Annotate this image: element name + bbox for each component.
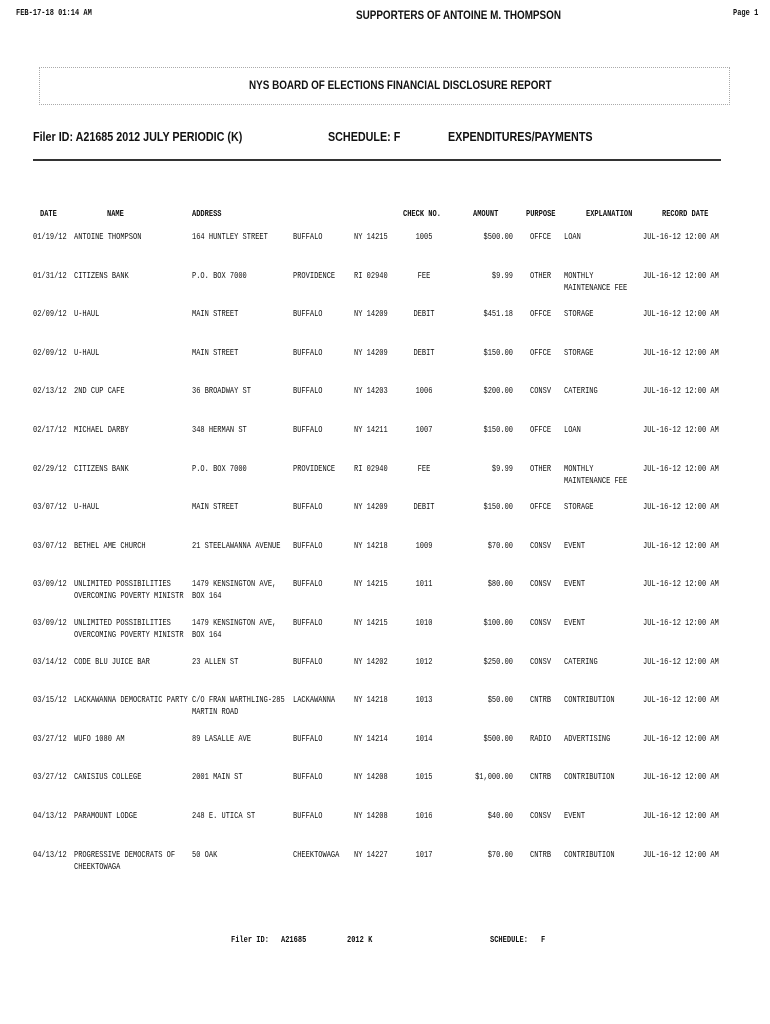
cell-amount: $40.00 [487,811,513,821]
col-header-amount: AMOUNT [473,209,499,219]
cell-purpose: OFFCE [530,425,552,435]
cell-state-zip: NY 14214 [354,734,388,744]
cell-state-zip: NY 14208 [354,811,388,821]
col-header-explanation: EXPLANATION [586,209,633,219]
cell-date: 03/09/12 [33,618,67,628]
cell-check-no: 1009 [415,541,433,551]
cell-city: BUFFALO [293,618,323,628]
cell-explanation: CONTRIBUTION [564,695,615,705]
cell-state-zip: RI 02940 [354,464,388,474]
cell-city: CHEEKTOWAGA [293,850,340,860]
footer-schedule: F [541,935,546,945]
cell-state-zip: NY 14209 [354,348,388,358]
cell-purpose: OFFCE [530,309,552,319]
cell-state-zip: NY 14202 [354,657,388,667]
col-header-address: ADDRESS [192,209,222,219]
cell-check-no: 1015 [415,772,433,782]
cell-address: C/O FRAN WARTHLING-285 MARTIN ROAD [192,695,285,717]
cell-city: LACKAWANNA [293,695,336,705]
cell-city: BUFFALO [293,772,323,782]
cell-state-zip: NY 14211 [354,425,388,435]
cell-purpose: RADIO [530,734,552,744]
cell-purpose: OTHER [530,271,552,281]
cell-purpose: CNTRB [530,850,552,860]
cell-name: UNLIMITED POSSIBILITIES OVERCOMING POVERTY MINISTR [74,618,184,640]
cell-city: BUFFALO [293,309,323,319]
cell-amount: $70.00 [487,850,513,860]
cell-state-zip: NY 14209 [354,309,388,319]
cell-record-date: JUL-16-12 12:00 AM [643,734,719,744]
cell-explanation: STORAGE [564,502,594,512]
cell-check-no: 1010 [415,618,433,628]
cell-date: 03/15/12 [33,695,67,705]
col-header-name: NAME [107,209,124,219]
cell-record-date: JUL-16-12 12:00 AM [643,386,719,396]
cell-city: BUFFALO [293,811,323,821]
cell-check-no: 1007 [415,425,433,435]
cell-record-date: JUL-16-12 12:00 AM [643,618,719,628]
cell-address: MAIN STREET [192,309,239,319]
cell-check-no: DEBIT [413,348,435,358]
cell-explanation: CONTRIBUTION [564,850,615,860]
cell-explanation: LOAN [564,425,581,435]
cell-check-no: DEBIT [413,309,435,319]
cell-name: U-HAUL [74,309,100,319]
cell-amount: $50.00 [487,695,513,705]
cell-purpose: CONSV [530,386,552,396]
header-divider [33,159,721,161]
cell-check-no: 1011 [415,579,433,589]
cell-city: PROVIDENCE [293,271,336,281]
cell-date: 03/07/12 [33,502,67,512]
cell-check-no: FEE [417,464,431,474]
cell-record-date: JUL-16-12 12:00 AM [643,348,719,358]
cell-address: 164 HUNTLEY STREET [192,232,268,242]
cell-amount: $200.00 [483,386,513,396]
cell-address: 21 STEELAWANNA AVENUE [192,541,281,551]
cell-check-no: 1017 [415,850,433,860]
cell-name: LACKAWANNA DEMOCRATIC PARTY [74,695,188,705]
cell-name: BETHEL AME CHURCH [74,541,146,551]
cell-city: BUFFALO [293,386,323,396]
cell-date: 04/13/12 [33,850,67,860]
cell-explanation: LOAN [564,232,581,242]
cell-name: 2ND CUP CAFE [74,386,125,396]
cell-date: 01/19/12 [33,232,67,242]
cell-city: BUFFALO [293,734,323,744]
cell-explanation: CATERING [564,657,598,667]
cell-name: WUFO 1080 AM [74,734,125,744]
footer-period: 2012 K [347,935,373,945]
cell-purpose: OFFCE [530,232,552,242]
cell-explanation: EVENT [564,618,586,628]
cell-check-no: 1012 [415,657,433,667]
cell-amount: $500.00 [483,734,513,744]
cell-purpose: OFFCE [530,502,552,512]
cell-date: 03/07/12 [33,541,67,551]
cell-date: 03/27/12 [33,734,67,744]
cell-explanation: MONTHLY MAINTENANCE FEE [564,464,628,486]
cell-state-zip: NY 14215 [354,579,388,589]
cell-state-zip: NY 14208 [354,772,388,782]
cell-date: 02/29/12 [33,464,67,474]
cell-explanation: CATERING [564,386,598,396]
cell-name: PROGRESSIVE DEMOCRATS OF CHEEKTOWAGA [74,850,176,872]
cell-amount: $9.99 [491,464,513,474]
cell-record-date: JUL-16-12 12:00 AM [643,579,719,589]
cell-address: P.O. BOX 7000 [192,271,247,281]
cell-address: 36 BROADWAY ST [192,386,251,396]
cell-record-date: JUL-16-12 12:00 AM [643,657,719,667]
footer-filer-id: A21685 [281,935,307,945]
cell-state-zip: NY 14215 [354,618,388,628]
cell-record-date: JUL-16-12 12:00 AM [643,464,719,474]
cell-check-no: 1013 [415,695,433,705]
cell-name: MICHAEL DARBY [74,425,129,435]
cell-date: 01/31/12 [33,271,67,281]
cell-record-date: JUL-16-12 12:00 AM [643,232,719,242]
cell-name: U-HAUL [74,348,100,358]
cell-check-no: DEBIT [413,502,435,512]
cell-record-date: JUL-16-12 12:00 AM [643,541,719,551]
cell-purpose: CNTRB [530,695,552,705]
page-number: Page 1 [733,8,759,18]
cell-amount: $500.00 [483,232,513,242]
cell-name: CITIZENS BANK [74,464,129,474]
cell-city: PROVIDENCE [293,464,336,474]
cell-record-date: JUL-16-12 12:00 AM [643,772,719,782]
cell-amount: $9.99 [491,271,513,281]
col-header-check: CHECK NO. [403,209,441,219]
cell-record-date: JUL-16-12 12:00 AM [643,811,719,821]
cell-explanation: MONTHLY MAINTENANCE FEE [564,271,628,293]
cell-record-date: JUL-16-12 12:00 AM [643,850,719,860]
cell-name: PARAMOUNT LODGE [74,811,138,821]
cell-explanation: EVENT [564,579,586,589]
cell-record-date: JUL-16-12 12:00 AM [643,271,719,281]
cell-explanation: EVENT [564,811,586,821]
cell-address: 1479 KENSINGTON AVE, BOX 164 [192,579,277,601]
cell-name: UNLIMITED POSSIBILITIES OVERCOMING POVERTY MINISTR [74,579,184,601]
cell-date: 02/09/12 [33,309,67,319]
cell-record-date: JUL-16-12 12:00 AM [643,425,719,435]
col-header-date: DATE [40,209,57,219]
cell-amount: $150.00 [483,348,513,358]
cell-state-zip: NY 14203 [354,386,388,396]
cell-date: 02/13/12 [33,386,67,396]
cell-explanation: EVENT [564,541,586,551]
cell-purpose: CNTRB [530,772,552,782]
cell-state-zip: NY 14215 [354,232,388,242]
cell-city: BUFFALO [293,657,323,667]
cell-check-no: 1016 [415,811,433,821]
cell-address: MAIN STREET [192,502,239,512]
cell-address: 89 LASALLE AVE [192,734,251,744]
cell-name: CITIZENS BANK [74,271,129,281]
cell-explanation: ADVERTISING [564,734,611,744]
cell-date: 04/13/12 [33,811,67,821]
print-timestamp: FEB-17-18 01:14 AM [16,8,92,18]
report-title: NYS BOARD OF ELECTIONS FINANCIAL DISCLOSURE REPORT [249,80,552,92]
cell-check-no: 1014 [415,734,433,744]
cell-amount: $451.18 [483,309,513,319]
cell-purpose: OFFCE [530,348,552,358]
cell-check-no: 1005 [415,232,433,242]
cell-amount: $70.00 [487,541,513,551]
footer-filer-label: Filer ID: [231,935,269,945]
cell-address: 348 HERMAN ST [192,425,247,435]
cell-amount: $250.00 [483,657,513,667]
col-header-purpose: PURPOSE [526,209,556,219]
cell-city: BUFFALO [293,502,323,512]
cell-amount: $150.00 [483,502,513,512]
cell-state-zip: RI 02940 [354,271,388,281]
report-type: EXPENDITURES/PAYMENTS [448,130,593,144]
cell-amount: $1,000.00 [475,772,513,782]
cell-record-date: JUL-16-12 12:00 AM [643,309,719,319]
cell-purpose: CONSV [530,541,552,551]
cell-city: BUFFALO [293,348,323,358]
cell-address: P.O. BOX 7000 [192,464,247,474]
cell-purpose: OTHER [530,464,552,474]
cell-state-zip: NY 14218 [354,695,388,705]
cell-name: CANISIUS COLLEGE [74,772,142,782]
cell-address: 50 OAK [192,850,218,860]
cell-explanation: STORAGE [564,309,594,319]
cell-amount: $150.00 [483,425,513,435]
cell-purpose: CONSV [530,618,552,628]
cell-date: 03/27/12 [33,772,67,782]
committee-title: SUPPORTERS OF ANTOINE M. THOMPSON [356,10,561,22]
cell-city: BUFFALO [293,425,323,435]
cell-address: 1479 KENSINGTON AVE, BOX 164 [192,618,277,640]
cell-address: 23 ALLEN ST [192,657,239,667]
cell-address: 248 E. UTICA ST [192,811,256,821]
cell-check-no: FEE [417,271,431,281]
cell-date: 03/14/12 [33,657,67,667]
cell-address: MAIN STREET [192,348,239,358]
cell-purpose: CONSV [530,579,552,589]
cell-record-date: JUL-16-12 12:00 AM [643,695,719,705]
cell-date: 03/09/12 [33,579,67,589]
cell-city: BUFFALO [293,579,323,589]
cell-amount: $80.00 [487,579,513,589]
cell-explanation: STORAGE [564,348,594,358]
cell-name: CODE BLU JUICE BAR [74,657,150,667]
cell-explanation: CONTRIBUTION [564,772,615,782]
cell-purpose: CONSV [530,811,552,821]
cell-purpose: CONSV [530,657,552,667]
cell-amount: $100.00 [483,618,513,628]
cell-record-date: JUL-16-12 12:00 AM [643,502,719,512]
cell-address: 2001 MAIN ST [192,772,243,782]
cell-city: BUFFALO [293,541,323,551]
cell-check-no: 1006 [415,386,433,396]
cell-name: U-HAUL [74,502,100,512]
footer-schedule-label: SCHEDULE: [490,935,528,945]
cell-name: ANTOINE THOMPSON [74,232,142,242]
cell-state-zip: NY 14227 [354,850,388,860]
cell-date: 02/17/12 [33,425,67,435]
cell-city: BUFFALO [293,232,323,242]
filer-info: Filer ID: A21685 2012 JULY PERIODIC (K) [33,130,243,144]
col-header-record-date: RECORD DATE [662,209,709,219]
cell-state-zip: NY 14218 [354,541,388,551]
cell-date: 02/09/12 [33,348,67,358]
schedule-label: SCHEDULE: F [328,130,401,144]
cell-state-zip: NY 14209 [354,502,388,512]
